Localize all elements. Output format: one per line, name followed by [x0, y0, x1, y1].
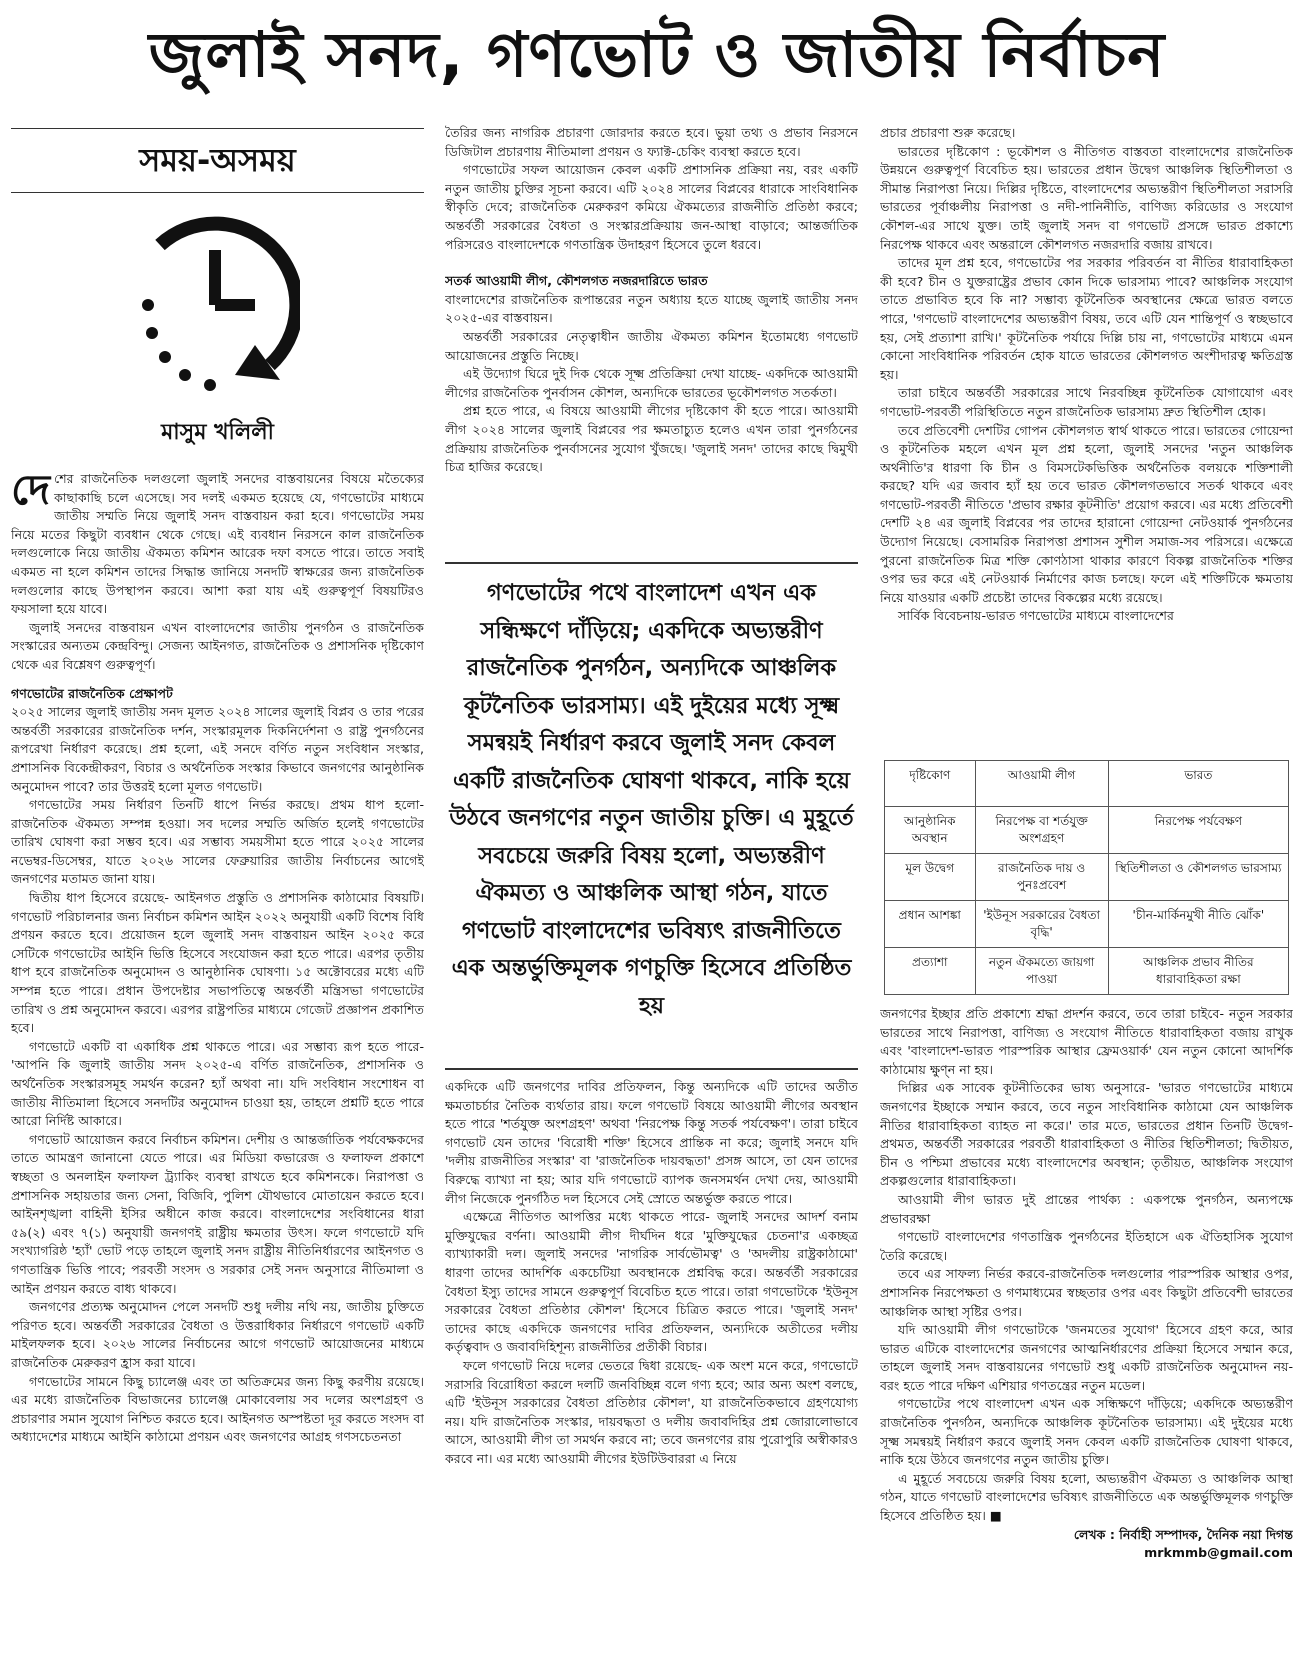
paragraph: গণভোটের সময় নির্ধারণ তিনটি ধাপে নির্ভর করছে। প্রথম ধাপ হলো- রাজনৈতিক ঐকমত্য সম্পন্ন হওয়া। সব দলের সম্মতি অর্জিত হলেই গণভোটের তারিখ ঘোষণা করা সম্ভব হবে। এর সম্ভাব্য সময়সীমা হতে পারে ২০২৫ সালের নভেম্বর-ডিসেম্বর, যাতে ২০২৬ সালের ফেব্রুয়ারির জাতীয় নির্বাচনের আগেই জনগণের মতামত জানা যায়। — [11, 797, 424, 887]
paragraph: অন্তর্বর্তী সরকারের নেতৃত্বাধীন জাতীয় ঐকমত্য কমিশন ইতোমধ্যে গণভোট আয়োজনের প্রস্তুতি নিচ্ছে। — [445, 328, 858, 363]
table-header-row — [885, 761, 1289, 807]
author-email: mrkmmb@gmail.com — [1144, 1545, 1293, 1561]
paragraph: দিল্লির এক সাবেক কূটনীতিকের ভাষ্য অনুসারে- 'ভারত গণভোটের মাধ্যমে জনগণের ইচ্ছাকে সম্মান করবে, তবে নতুন সাংবিধানিক কাঠামো যেন আঞ্চলিক নীতির ধারাবাহিকতা ব্যাহত না করে।' তার মতে, ভারতের প্রধান তিনটি উদ্বেগ- প্রথমত, অন্তর্বর্তী সরকারের পরবর্তী ধারাবাহিকতা ও নীতির স্থিতিশীলতা; দ্বিতীয়ত, চীন ও পশ্চিমা প্রভাবের মধ্যে বাংলাদেশের অবস্থান; তৃতীয়ত, আঞ্চলিক সংযোগ প্রকল্পগুলোর ধারাবাহিকতা। — [880, 1080, 1293, 1189]
paragraph: গণভোটে একটি বা একাধিক প্রশ্ন থাকতে পারে। এর সম্ভাব্য রূপ হতে পারে-'আপনি কি জুলাই জাতীয় সনদ ২০২৫-এ বর্ণিত রাজনৈতিক, প্রশাসনিক ও অর্থনৈতিক সংস্কারসমূহ সমর্থন করেন? হ্যাঁ অথবা না। যদি সংবিধান সংশোধন বা জাতীয় নীতিমালা হিসেবে সনদটির অনুমোদন চাওয়া হয়, তাহলে প্রশ্নটি হতে পারে আরো নির্দিষ্ট আকারে। — [11, 1038, 424, 1129]
paragraph: এ মুহূর্তে সবচেয়ে জরুরি বিষয় হলো, অভ্যন্তরীণ ঐকমত্য ও আঞ্চলিক আস্থা গঠন, যাতে গণভোট বাংলাদেশের ভবিষ্যৎ রাজনীতিতে এক অন্তর্ভুক্তিমূলক গণচুক্তি হিসেবে প্রতিষ্ঠিত হয়। ■ — [880, 1470, 1293, 1524]
paragraph: গণভোট বাংলাদেশের গণতান্ত্রিক পুনর্গঠনের ইতিহাসে এক ঐতিহাসিক সুযোগ তৈরি করেছে। — [880, 1229, 1293, 1263]
table-row — [885, 854, 1289, 901]
paragraph: তবে এর সাফল্য নির্ভর করবে-রাজনৈতিক দলগুলোর পারস্পরিক আস্থার ওপর, প্রশাসনিক নিরপেক্ষতা ও গণমাধ্যমের স্বচ্ছতার ওপর এবং কিছুটা প্রতিবেশী ভারতের আঞ্চলিক আস্থা সৃষ্টির ওপর। — [880, 1266, 1293, 1319]
middle-column-top — [445, 124, 858, 554]
paragraph: তৈরির জন্য নাগরিক প্রচারণা জোরদার করতে হবে। ভুয়া তথ্য ও প্রভাব নিরসনে ডিজিটাল প্রচারণায় নীতিমালা প্রণয়ন ও ফ্যাক্ট-চেকিং ব্যবস্থা করতে হবে। — [445, 125, 858, 159]
column-name: সময়-অসময় — [139, 141, 296, 179]
table-cell: আঞ্চলিক প্রভাব নীতির ধারাবাহিকতা রক্ষা — [1108, 948, 1288, 995]
author-name: মাসুম খলিলী — [161, 420, 274, 445]
table-header: ভারত — [1108, 761, 1288, 807]
divider — [11, 128, 424, 129]
table-cell: প্রধান আশঙ্কা — [885, 901, 976, 948]
paragraph: তাদের মূল প্রশ্ন হবে, গণভোটের পর সরকার পরিবর্তন বা নীতির ধারাবাহিকতা কী হবে? চীন ও যুক্তরাষ্ট্রের প্রভাব কোন দিকে ভারসাম্য পাবে? আঞ্চলিক সংযোগ তাতে প্রভাবিত হবে কি না? সম্ভাব্য কূটনৈতিক অবস্থানের ক্ষেত্রে ভারত বলতে পারে, 'গণভোট বাংলাদেশের অভ্যন্তরীণ বিষয়, তবে এটি যেন শান্তিপূর্ণ ও স্বচ্ছভাবে হয়, সেই প্রত্যাশা রাখি।' কূটনৈতিক পর্যায়ে দিল্লি চায় না, গণভোটের মাধ্যমে এমন কোনো সাংবিধানিক পরিবর্তন হোক যাতে ভারতের কৌশলগত অংশীদারত্ব ক্ষতিগ্রস্ত হয়। — [880, 255, 1293, 382]
paragraph: ভারতের দৃষ্টিকোণ : ভূকৌশল ও নীতিগত বাস্তবতা বাংলাদেশের রাজনৈতিক উন্নয়নে গুরুত্বপূর্ণ বিবেচিত হয়। ভারতের প্রধান উদ্বেগ আঞ্চলিক স্থিতিশীলতা ও সীমান্ত নিরাপত্তা নিয়ে। দিল্লির দৃষ্টিতে, বাংলাদেশের অভ্যন্তরীণ স্থিতিশীলতা সরাসরি ভারতের পূর্বাঞ্চলীয় নিরাপত্তা ও নদী-পানিনীতি, বাণিজ্য করিডোর ও সংযোগ কৌশল-এর সাথে যুক্ত। তাই জুলাই সনদ বা গণভোট প্রসঙ্গে ভারত প্রকাশ্যে নিরপেক্ষ থাকবে এবং অন্তরালে কৌশলগত নজরদারি বজায় রাখবে। — [880, 143, 1293, 252]
subheading: গণভোটের রাজনৈতিক প্রেক্ষাপট — [11, 685, 173, 701]
divider — [11, 192, 424, 193]
table-cell: নতুন ঐকমত্যে জায়গা পাওয়া — [975, 948, 1108, 995]
table-row — [885, 948, 1289, 995]
table-cell: 'চীন-মার্কিনমুখী নীতি ঝোঁক' — [1108, 901, 1288, 948]
paragraph: গণভোট আয়োজন করবে নির্বাচন কমিশন। দেশীয় ও আন্তর্জাতিক পর্যবেক্ষকদের তাতে আমন্ত্রণ জানানো যেতে পারে। এর মিডিয়া কভারেজ ও ফলাফল প্রকাশে স্বচ্ছতা ও অনলাইন ফলাফল ট্র্যাকিং ব্যবস্থা রাখতে হবে কমিশনকে। নিরাপত্তা ও প্রশাসনিক সহায়তার জন্য সেনা, বিজিবি, পুলিশ যৌথভাবে মোতায়েন করতে হবে। আইনশৃঙ্খলা বাহিনী ইসির অধীনে কাজ করবে। বাংলাদেশের সংবিধানের ধারা ৫৯(২) এবং ৭(১) অনুযায়ী জনগণই রাষ্ট্রীয় ক্ষমতার উৎস। ফলে গণভোটে যদি সংখ্যাগরিষ্ঠ 'হ্যাঁ' ভোট পড়ে তাহলে জুলাই সনদ রাষ্ট্রীয় নীতিনির্ধারণের আইনগত ও গণতান্ত্রিক ভিত্তি পাবে; পরবর্তী সংসদ ও সরকার সেই সনদ অনুসারে নীতিমালা ও আইন প্রণয়ন করতে বাধ্য থাকবে। — [11, 1131, 424, 1296]
author-bio: লেখক : নির্বাহী সম্পাদক, দৈনিক নয়া দিগন্ত — [1073, 1526, 1293, 1542]
headline: জুলাই সনদ, গণভোট ও জাতীয় নির্বাচন — [148, 18, 1166, 91]
right-column-top — [880, 124, 1293, 754]
table-cell: রাজনৈতিক দায় ও পুনঃপ্রবেশ — [975, 854, 1108, 901]
paragraph: প্রচার প্রচারণা শুরু করেছে। — [880, 125, 1016, 140]
table-cell: প্রত্যাশা — [885, 948, 976, 995]
paragraph: জুলাই সনদের বাস্তবায়ন এখন বাংলাদেশের জাতীয় পুনর্গঠন ও রাজনৈতিক সংস্কারের অন্যতম কেন্দ্রবিন্দু। সেজন্য আইনগত, রাজনৈতিক ও প্রশাসনিক দৃষ্টিকোণ থেকে এর বিশ্লেষণ গুরুত্বপূর্ণ। — [11, 619, 424, 672]
paragraph: জনগণের ইচ্ছার প্রতি প্রকাশ্যে শ্রদ্ধা প্রদর্শন করবে, তবে তারা চাইবে- নতুন সরকার ভারতের সাথে নিরাপত্তা, বাণিজ্য ও সংযোগ নীতিতে ধারাবাহিকতা বজায় রাখুক এবং 'বাংলাদেশ-ভারত পারস্পরিক আস্থার ফ্রেমওয়ার্ক' যেন নতুন কোনো আদর্শিক কাঠামোয় ক্ষুণ্ন না হয়। — [880, 1006, 1293, 1077]
table-cell: স্থিতিশীলতা ও কৌশলগত ভারসাম্য — [1108, 854, 1288, 901]
paragraph: এই উদ্যোগ ঘিরে দুই দিক থেকে সূক্ষ্ম প্রতিক্রিয়া দেখা যাচ্ছে- একদিকে আওয়ামী লীগের রাজনৈতিক পুনর্বাসন কৌশল, অন্যদিকে ভারতের ভূকৌশলগত সতর্কতা। — [445, 366, 858, 400]
comparison-table — [884, 760, 1289, 995]
paragraph: ২০২৫ সালের জুলাই জাতীয় সনদ মূলত ২০২৪ সালের জুলাই বিপ্লব ও তার পরের অন্তর্বর্তী সরকারের রাজনৈতিক দর্শন, সংস্কারমূলক দিকনির্দেশনা ও রাষ্ট্র পুনর্গঠনের রূপরেখা নির্ধারণ করেছে। প্রশ্ন হলো, এই সনদে বর্ণিত নতুন সংবিধান সংস্কার, প্রশাসনিক বিকেন্দ্রীকরণ, বিচার ও অর্থনৈতিক সংস্কার কিভাবে জনগণের আনুষ্ঠানিক অনুমোদন পাবে? তার উত্তরই হলো মূলত গণভোট। — [11, 704, 424, 794]
right-column-bottom — [880, 1005, 1293, 1663]
table-row — [885, 901, 1289, 948]
paragraph: তবে প্রতিবেশী দেশটির গোপন কৌশলগত স্বার্থ থাকতে পারে। ভারতের গোয়েন্দা ও কূটনৈতিক মহলে এখন মূল প্রশ্ন হলো, জুলাই সনদের 'নতুন আঞ্চলিক অর্থনীতি'র ধারণা কি চীন ও বিমসটেকভিত্তিক অর্থনৈতিক বলয়কে শক্তিশালী করছে? যদি এর জবাব হ্যাঁ হয় তবে ভারত কৌশলগতভাবে সতর্ক থাকবে এবং গণভোট-পরবর্তী নীতিতে 'প্রভাব রক্ষার কূটনীতি' প্রয়োগ করবে। এর মধ্যে প্রতিবেশী দেশটি ২৪ এর জুলাই বিপ্লবের পর তাদের হারানো গোয়েন্দা নেটওয়ার্ক পুনর্গঠনের উদ্যোগ নিয়েছে। বেসামরিক নিরাপত্তা প্রশাসন সুশীল সমাজ-সব পরিসরে। এক্ষেত্রে পুরনো রাজনৈতিক মিত্র শক্তি কোণঠাসা থাকার কারণে বিকল্প রাজনৈতিক শক্তির ওপর ভর করে এই নেটওয়ার্ক নির্মাণের কাজ চলছে। ফলে এই শক্তিটিকে ক্ষমতায় নিয়ে যাওয়ার একটি প্রচেষ্টা তাদের বিকল্পের মধ্যে রয়েছে। — [880, 422, 1293, 605]
paragraph: আওয়ামী লীগ ভারত দুই প্রান্তের পার্থক্য : একপক্ষে পুনর্গঠন, অন্যপক্ষে প্রভাবরক্ষা — [880, 1191, 1293, 1226]
paragraph: জনগণের প্রত্যক্ষ অনুমোদন পেলে সনদটি শুধু দলীয় নথি নয়, জাতীয় চুক্তিতে পরিণত হবে। অন্তর্বর্তী সরকারের বৈধতা ও উত্তরাধিকার নির্ধারণে গণভোট একটি মাইলফলক হবে। ২০২৬ সালের নির্বাচনের আগে গণভোট আয়োজনের মাধ্যমে রাজনৈতিক মেরুকরণ হ্রাস করা যাবে। — [11, 1299, 424, 1370]
paragraph: একদিকে এটি জনগণের দাবির প্রতিফলন, কিন্তু অন্যদিকে এটি তাদের অতীত ক্ষমতাচর্চার নৈতিক ব্যর্থতার রায়। ফলে গণভোট বিষয়ে আওয়ামী লীগের অবস্থান হতে পারে 'শর্তযুক্ত অংশগ্রহণ' অথবা 'নিরপেক্ষ কিন্তু সতর্ক পর্যবেক্ষণ'। তারা চাইবে গণভোট যেন তাদের 'বিরোধী শক্তি' হিসেবে প্রান্তিক না করে; জুলাই সনদে যদি 'দলীয় রাজনীতির সংস্কার' বা 'রাজনৈতিক দায়বদ্ধতা' প্রসঙ্গ আসে, তা যেন তাদের বিরুদ্ধে ব্যাখ্যা না হয়; আর যদি গণভোটে ব্যাপক জনসমর্থন দেখা দেয়, আওয়ামী লীগ নিজেকে পুনর্গঠিত দল হিসেবে সেই স্রোতে অন্তর্ভুক্ত করতে পারে। — [445, 1079, 858, 1206]
table-header: দৃষ্টিকোণ — [885, 761, 976, 807]
paragraph: গণভোটের সামনে কিছু চ্যালেঞ্জ এবং তা অতিক্রমের জন্য কিছু করণীয় রয়েছে। এর মধ্যে রাজনৈতিক বিভাজনের চ্যালেঞ্জ মোকাবেলায় সব দলের অংশগ্রহণ ও প্রচারণার সমান সুযোগ নিশ্চিত করতে হবে। আইনগত অস্পষ্টতা দূর করতে সংসদ বা অধ্যাদেশের মাধ্যমে আইনি কাঠামো প্রণয়ন এবং জনগণের আগ্রহ গণসচেতনতা — [11, 1373, 424, 1445]
left-column — [11, 470, 424, 1660]
table-row — [885, 807, 1289, 854]
table-cell: নিরপেক্ষ পর্যবেক্ষণ — [1108, 807, 1288, 854]
divider — [445, 1068, 858, 1070]
paragraph: প্রশ্ন হতে পারে, এ বিষয়ে আওয়ামী লীগের দৃষ্টিকোণ কী হতে পারে। আওয়ামী লীগ ২০২৪ সালের জুলাই বিপ্লবের পর ক্ষমতাচ্যুত হলেও এখন তারা পুনর্গঠনের প্রক্রিয়ায় রাজনৈতিক পুনর্বাসনের সুযোগ খুঁজছে। 'জুলাই সনদ' তাদের কাছে দ্বিমুখী চিত্র হাজির করেছে। — [445, 403, 858, 475]
subheading: সতর্ক আওয়ামী লীগ, কৌশলগত নজরদারিতে ভারত — [445, 273, 708, 289]
drop-cap: দে — [11, 470, 51, 514]
paragraph: শের রাজনৈতিক দলগুলো জুলাই সনদের বাস্তবায়নের বিষয়ে মতৈক্যের কাছাকাছি চলে এসেছে। সব দলই একমত হয়েছে যে, গণভোটের মাধ্যমে জাতীয় সম্মতি নিয়ে জুলাই সনদ বাস্তবায়ন করা হবে। গণভোটের সময় নিয়ে মতের কিছুটা ব্যবধান থেকে গেছে। এই ব্যবধান নিরসনে কাল রাজনৈতিক দলগুলোকে নিয়ে জাতীয় ঐকমত্য কমিশন আরেক দফা বসতে পারে। তাতে সবাই একমত না হলে কমিশন তাদের সিদ্ধান্ত জানিয়ে সনদটি স্বাক্ষরের জন্য রাজনৈতিক দলগুলোর কাছে উপস্থাপন করবে। আশা করা যায় এই গুরুত্বপূর্ণ বিষয়টিরও ফয়সালা হয়ে যাবে। — [11, 471, 424, 617]
table-cell: 'ইউনূস সরকারের বৈধতা বৃদ্ধি' — [975, 901, 1108, 948]
paragraph: গণভোটের সফল আয়োজন কেবল একটি প্রশাসনিক প্রক্রিয়া নয়, বরং একটি নতুন জাতীয় চুক্তির সূচনা করবে। এটি ২০২৪ সালের বিপ্লবের ধারাকে সাংবিধানিক স্বীকৃতি দেবে; রাজনৈতিক মেরুকরণ কমিয়ে ঐকমত্যের রাজনীতি প্রতিষ্ঠা করবে; অন্তর্বর্তী সরকারের বৈধতা ও সংস্কারপ্রক্রিয়ায় জন-আস্থা বাড়াবে; আন্তর্জাতিক পরিসরেও বাংলাদেশকে গণতান্ত্রিক উদাহরণ হিসেবে তুলে ধরবে। — [445, 162, 858, 252]
paragraph: যদি আওয়ামী লীগ গণভোটকে 'জনমতের সুযোগ' হিসেবে গ্রহণ করে, আর ভারত এটিকে বাংলাদেশের জনগণের আত্মনির্ধারণের প্রক্রিয়া হিসেবে সম্মান করে, তাহলে জুলাই সনদ বাস্তবায়নের গণভোট শুধু একটি রাজনৈতিক অনুমোদন নয়- বরং হতে পারে দক্ষিণ এশিয়ার গণতন্ত্রের নতুন মডেল। — [880, 1322, 1293, 1393]
clock-icon — [130, 195, 300, 395]
table-cell: আনুষ্ঠানিক অবস্থান — [885, 807, 976, 854]
divider — [445, 562, 858, 564]
table-cell: নিরপেক্ষ বা শর্তযুক্ত অংশগ্রহণ — [975, 807, 1108, 854]
table-cell: মূল উদ্বেগ — [885, 854, 976, 901]
pull-quote: গণভোটের পথে বাংলাদেশ এখন এক সন্ধিক্ষণে দাঁড়িয়ে; একদিকে অভ্যন্তরীণ রাজনৈতিক পুনর্গঠন, অন্যদিকে আঞ্চলিক কূটনৈতিক ভারসাম্য। এই দুইয়ের মধ্যে সূক্ষ্ম সমন্বয়ই নির্ধারণ করবে জুলাই সনদ কেবল একটি রাজনৈতিক ঘোষণা থাকবে, নাকি হয়ে উঠবে জনগণের নতুন জাতীয় চুক্তি। এ মুহূর্তে সবচেয়ে জরুরি বিষয় হলো, অভ্যন্তরীণ ঐকমত্য ও আঞ্চলিক আস্থা গঠন, যাতে গণভোট বাংলাদেশের ভবিষ্যৎ রাজনীতিতে এক অন্তর্ভুক্তিমূলক গণচুক্তি হিসেবে প্রতিষ্ঠিত হয় — [449, 580, 854, 1019]
middle-column-bottom — [445, 1078, 858, 1663]
paragraph: গণভোটের পথে বাংলাদেশ এখন এক সন্ধিক্ষণে দাঁড়িয়ে; একদিকে অভ্যন্তরীণ রাজনৈতিক পুনর্গঠন, অন্যদিকে আঞ্চলিক কূটনৈতিক ভারসাম্য। এই দুইয়ের মধ্যে সূক্ষ্ম সমন্বয়ই নির্ধারণ করবে জুলাই সনদ কেবল একটি রাজনৈতিক ঘোষণা থাকবে, নাকি হয়ে উঠবে জনগণের নতুন জাতীয় চুক্তি। — [880, 1396, 1293, 1468]
paragraph: দ্বিতীয় ধাপ হিসেবে রয়েছে- আইনগত প্রস্তুতি ও প্রশাসনিক কাঠামোর বিষয়টি। গণভোট পরিচালনার জন্য নির্বাচন কমিশন আইন ২০২২ অনুযায়ী একটি বিশেষ বিধি প্রণয়ন করতে হবে। প্রয়োজন হলে জুলাই সনদ বাস্তবায়ন আইন ২০২৫ করে সেটিকে গণভোটের আইনি ভিত্তি হিসেবে সংযোজন করা হতে পারে। এরপর তৃতীয় ধাপ হবে রাজনৈতিক অনুমোদন ও আনুষ্ঠানিক ঘোষণা। ১৫ অক্টোবরের মধ্যে এটি সম্পন্ন হতে পারে। প্রধান উপদেষ্টার সভাপতিত্বে অন্তর্বর্তী মন্ত্রিসভা গণভোটের তারিখ ও প্রশ্ন অনুমোদন করবে। এরপর রাষ্ট্রপতির মাধ্যমে গেজেট প্রজ্ঞাপন প্রকাশিত হবে। — [11, 890, 424, 1036]
paragraph: তারা চাইবে অন্তর্বর্তী সরকারের সাথে নিরবচ্ছিন্ন কূটনৈতিক যোগাযোগ এবং গণভোট-পরবর্তী পরিস্থিতিতে নতুন রাজনৈতিক ভারসাম্য দ্রুত স্থিতিশীল হোক। — [880, 385, 1293, 419]
table-header: আওয়ামী লীগ — [975, 761, 1108, 807]
paragraph: বাংলাদেশের রাজনৈতিক রূপান্তরের নতুন অধ্যায় হতে যাচ্ছে জুলাই জাতীয় সনদ ২০২৫-এর বাস্তবায়ন। — [445, 291, 858, 326]
paragraph: সার্বিক বিবেচনায়-ভারত গণভোটের মাধ্যমে বাংলাদেশের — [898, 608, 1174, 624]
paragraph: এক্ষেত্রে নীতিগত আপত্তির মধ্যে থাকতে পারে- জুলাই সনদের আদর্শ বনাম মুক্তিযুদ্ধের বর্ণনা। আওয়ামী লীগ দীর্ঘদিন ধরে 'মুক্তিযুদ্ধের চেতনা'র একচ্ছত্র ব্যাখ্যাকারী দল। জুলাই সনদের 'নাগরিক সার্বভৌমত্ব' ও 'অদলীয় রাষ্ট্রকাঠামো' ধারণা তাদের আদর্শিক একচেটিয়া অবস্থানকে প্রশ্নবিদ্ধ করে। অন্তর্বর্তী সরকারের বৈধতা ইস্যু তাদের সামনে গুরুত্বপূর্ণ বিবেচিত হতে পারে। তারা গণভোটকে 'ইউনূস সরকারের বৈধতা প্রতিষ্ঠার কৌশল' হিসেবে চিত্রিত করতে পারে। 'জুলাই সনদ' তাদের কাছে একদিকে জনগণের দাবির প্রতিফলন, অন্যদিকে অতীতের দলীয় কর্তৃত্ববাদ ও জবাবদিহিশূন্য রাজনীতির প্রতীকী বিচার। — [445, 1209, 858, 1355]
paragraph: ফলে গণভোট নিয়ে দলের ভেতরে দ্বিধা রয়েছে- এক অংশ মনে করে, গণভোটে সরাসরি বিরোধিতা করলে দলটি জনবিচ্ছিন্ন বলে গণ্য হবে; আর অন্য অংশ বলছে, এটি 'ইউনূস সরকারের বৈধতা প্রতিষ্ঠার কৌশল', যা রাজনৈতিকভাবে গ্রহণযোগ্য নয়। যদি রাজনৈতিক সংস্কার, দায়বদ্ধতা ও দলীয় জবাবদিহির প্রশ্ন জোরালোভাবে আসে, আওয়ামী লীগ তা সমর্থন করবে না; তবে জনগণের রায় পুরোপুরি অস্বীকারও করবে না। এর মধ্যে আওয়ামী লীগের ইউটিউবাররা এ নিয়ে — [445, 1357, 858, 1466]
